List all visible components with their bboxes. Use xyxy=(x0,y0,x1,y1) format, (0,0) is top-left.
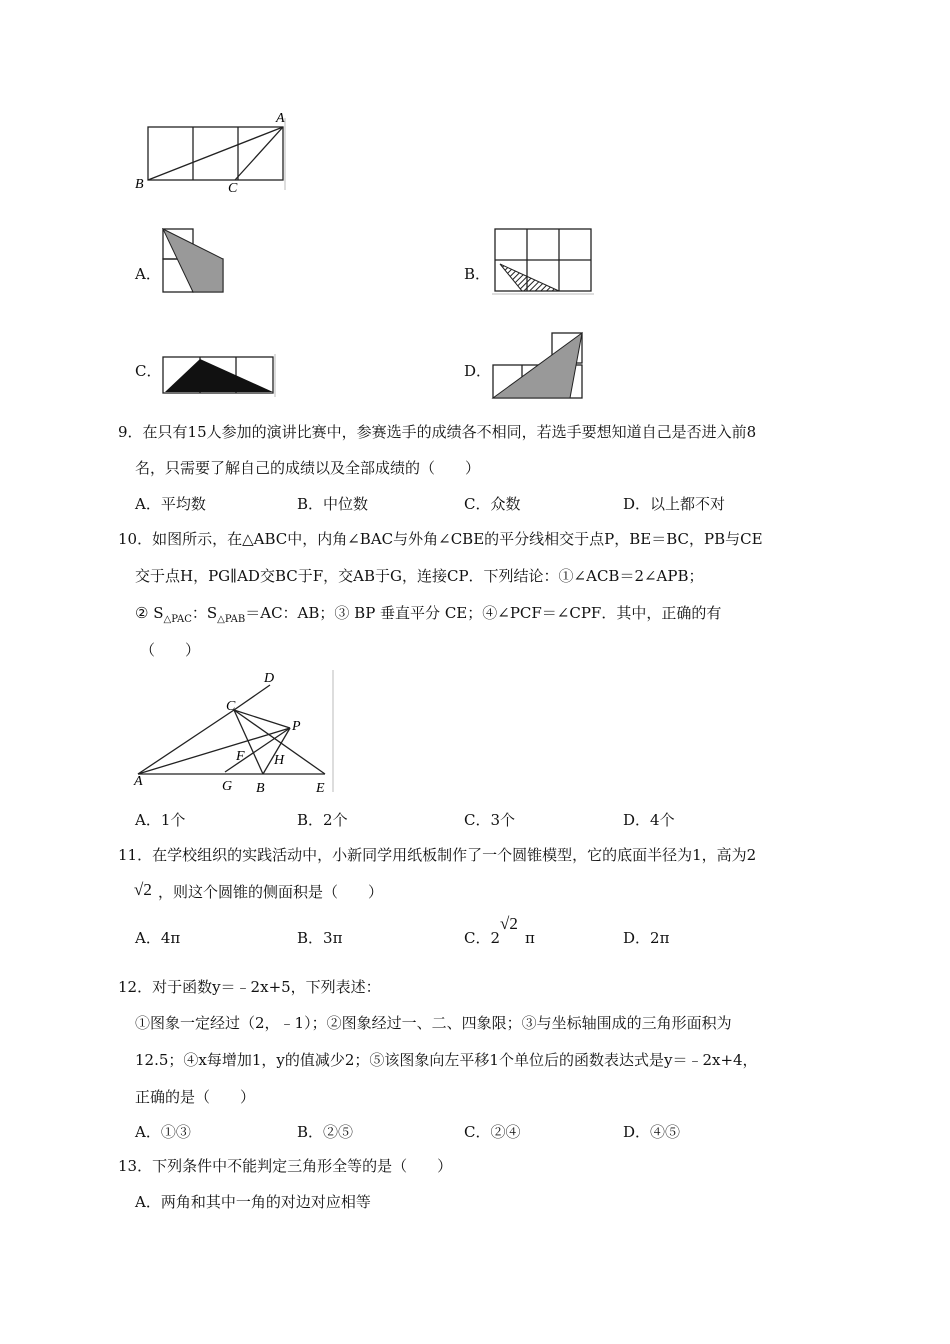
q11-option-a[interactable]: A．4π xyxy=(135,929,181,947)
q12-option-c[interactable]: C．②④ xyxy=(464,1123,521,1141)
q10-option-b[interactable]: B．2个 xyxy=(297,811,348,829)
q10-line3-part: ＝AC：AB；③ BP 垂直平分 CE；④∠PCF＝∠CPF．其中，正确的有 xyxy=(245,604,722,622)
q11-option-c-label: C．2 xyxy=(464,929,501,947)
q10-line3-part: ② S xyxy=(135,604,164,622)
q10-figure xyxy=(130,668,335,798)
q11-option-c[interactable] xyxy=(464,928,500,948)
q8-option-a-figure xyxy=(160,226,225,296)
fig-label-e: E xyxy=(316,781,325,796)
q9-option-d[interactable]: D．以上都不对 xyxy=(623,495,726,513)
fig-label-f: F xyxy=(236,749,245,764)
q8-option-a[interactable]: A． xyxy=(135,265,161,283)
q10-text-line2: 交于点H，PG∥AD交BC于F，交AB于G，连接CP．下列结论：①∠ACB＝2∠APB； xyxy=(135,567,704,585)
q9-option-c[interactable]: C．众数 xyxy=(464,495,521,513)
q13-text-line1: 13．下列条件中不能判定三角形全等的是（ ） xyxy=(118,1157,453,1175)
fig-label-a: A xyxy=(134,774,143,789)
q8-option-d[interactable]: D． xyxy=(464,362,492,380)
q10-text-line3 xyxy=(135,603,721,630)
q10-option-c[interactable]: C．3个 xyxy=(464,811,516,829)
q10-subscript: △PAB xyxy=(217,614,246,625)
fig-label-b: B xyxy=(135,177,144,192)
fig-label-c: C xyxy=(228,181,238,196)
q8-option-c[interactable]: C． xyxy=(135,362,162,380)
q8-option-b[interactable]: B． xyxy=(464,265,491,283)
q12-option-d[interactable]: D．④⑤ xyxy=(623,1123,681,1141)
fig-label-a: A xyxy=(276,111,285,126)
fig-label-c: C xyxy=(226,699,236,714)
q11-text-line1: 11．在学校组织的实践活动中，小新同学用纸板制作了一个圆锥模型，它的底面半径为1，高为2 xyxy=(118,846,757,864)
q12-text-line3: 12.5；④x每增加1，y的值减少2；⑤该图象向左平移1个单位后的函数表达式是y＝﹣2x+4， xyxy=(135,1051,758,1069)
q8-option-b-figure xyxy=(492,226,597,296)
q10-option-a[interactable]: A．1个 xyxy=(135,811,186,829)
q8-figure xyxy=(130,108,290,198)
q10-line3-part: ：S xyxy=(191,604,218,622)
q10-text-line4: （ ） xyxy=(140,641,201,659)
q8-option-c-figure xyxy=(160,354,278,399)
q11-sqrt-2: √2 xyxy=(134,880,152,899)
q11-option-c-sqrt: √2 xyxy=(500,914,518,933)
q11-option-d[interactable]: D．2π xyxy=(623,929,670,947)
q10-option-d[interactable]: D．4个 xyxy=(623,811,675,829)
q8-option-d-figure xyxy=(490,330,585,402)
fig-label-d: D xyxy=(264,671,275,686)
q12-text-line1: 12．对于函数y＝﹣2x+5，下列表述： xyxy=(118,978,381,996)
q12-text-line4: 正确的是（ ） xyxy=(135,1088,256,1106)
q10-subscript: △PAC xyxy=(163,614,192,625)
q9-text-line2: 名，只需要了解自己的成绩以及全部成绩的（ ） xyxy=(135,459,481,477)
q9-option-a[interactable]: A．平均数 xyxy=(135,495,206,513)
q11-text-line2: ，则这个圆锥的侧面积是（ ） xyxy=(158,883,384,901)
fig-label-b: B xyxy=(256,781,265,796)
q11-option-c-pi: π xyxy=(525,929,535,947)
q10-text-line1: 10．如图所示，在△ABC中，内角∠BAC与外角∠CBE的平分线相交于点P，BE＝BC，PB与CE xyxy=(118,530,763,548)
q9-option-b[interactable]: B．中位数 xyxy=(297,495,369,513)
q12-option-b[interactable]: B．②⑤ xyxy=(297,1123,354,1141)
q9-text-line1: 9．在只有15人参加的演讲比赛中，参赛选手的成绩各不相同，若选手要想知道自己是否进入前8 xyxy=(118,423,757,441)
q12-text-line2: ①图象一定经过（2，﹣1）；②图象经过一、二、四象限；③与坐标轴围成的三角形面积为 xyxy=(135,1014,732,1032)
q11-option-b[interactable]: B．3π xyxy=(297,929,343,947)
fig-label-g: G xyxy=(222,779,233,794)
q13-option-a[interactable]: A．两角和其中一角的对边对应相等 xyxy=(135,1193,371,1211)
fig-label-p: P xyxy=(292,719,301,734)
fig-label-h: H xyxy=(274,753,285,768)
q12-option-a[interactable]: A．①③ xyxy=(135,1123,191,1141)
